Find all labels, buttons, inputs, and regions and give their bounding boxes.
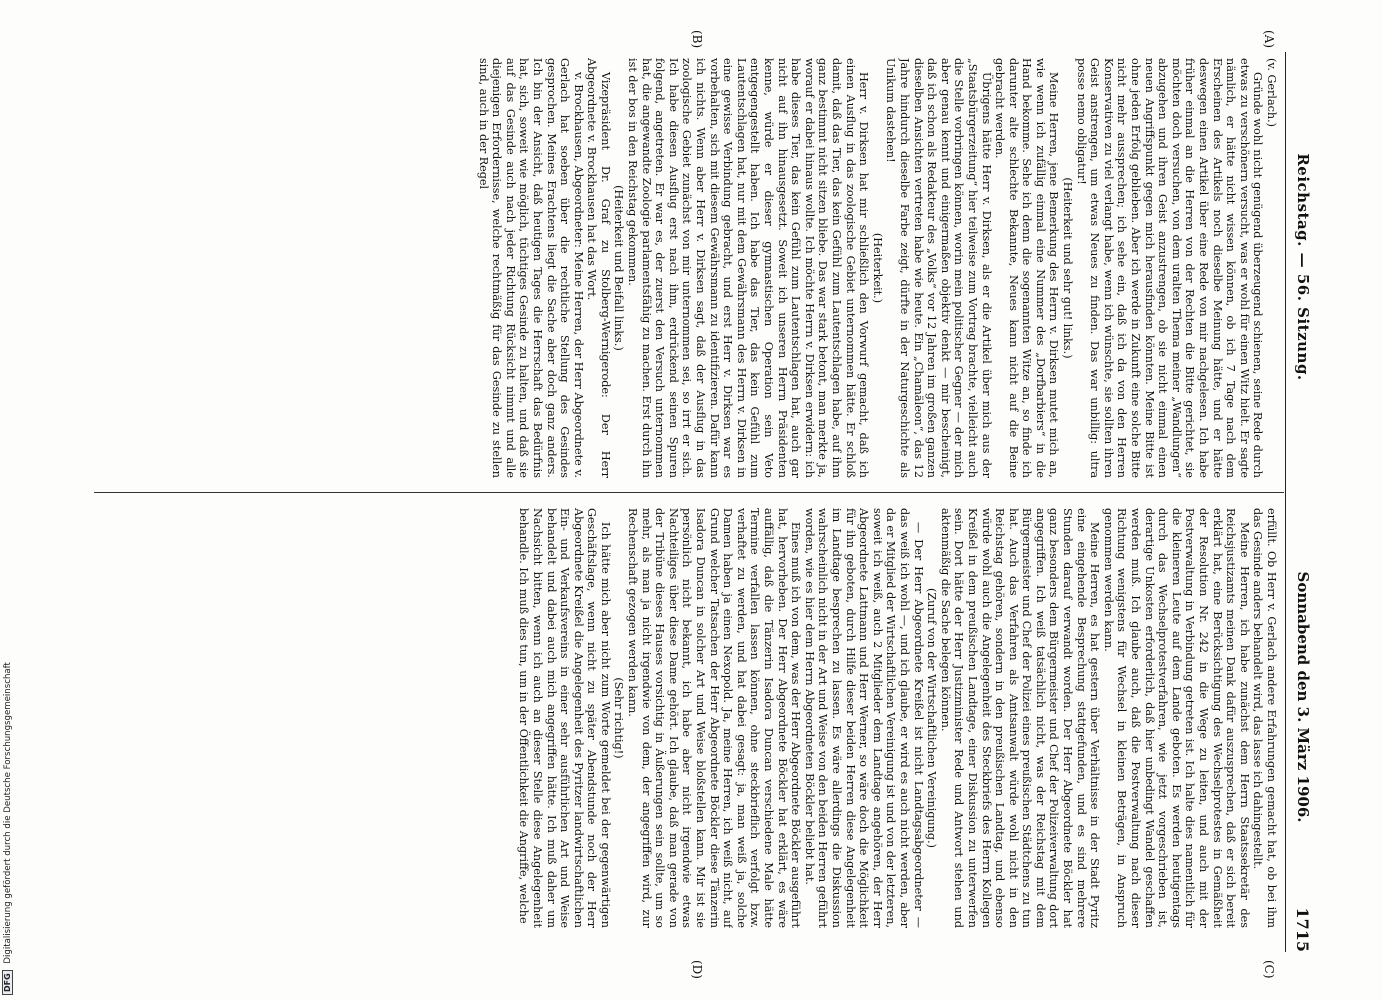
- margin-marker-c: (C): [1262, 960, 1276, 979]
- paragraph: erfüllt. Ob Herr v. Gerlach andere Erfahrungen gemacht hat, ob bei ihm das Gesinde anders behandelt wird, das lasse ich dahingestellt.: [1251, 508, 1278, 928]
- paragraph: Gründe wohl nicht genügend überzeugend schienen, seine Rede durch etwas zu verschönern versucht, was er wohl für einen Witz hielt. Er sagte nämlich, er hätte nicht wissen können, ob ich 7 Tage nach dem Erscheinen des Artikels noch dieselbe Meinung hätte, und er hätte deswegen einen Artikel über eine Rede von mir nachgelesen. Ich habe früher einmal an die Herren von der Rechten die Bitte gerichtet, sie möchten doch versuchen, von dem uralten Thema meiner „Wandlungen“ abzugehen und ihren Geist anzustrengen, ob sie nicht einmal einen neuen Angriffspunkt gegen mich herausfinden könnten. Meine Bitte ist ohne jeden Erfolg geblieben. Aber ich werde in Zukunft eine solche Bitte nicht mehr aussprechen; ich sehe ein, daß ich da von den Herren Konservativen zu viel verlangt habe, wenn ich wünschte, sie sollten ihren Geist anstrengen, um etwas Neues zu finden. Das war unbillig: ultra posse nemo obligatur!: [1074, 58, 1265, 478]
- dfg-logo-icon: DFG: [2, 970, 13, 995]
- header-left-title: Reichstag. — 56. Sitzung.: [1294, 153, 1312, 381]
- paragraph: Übrigens hätte Herr v. Dirksen, als er die Artikel über mich aus der „Staatsbürgerzeitung“ hier teilweise zum Vortrag brachte, vielleicht auch die Stelle vorbringen können, worin mein politischer Gegner — der mich aber genau kennt und einigermaßen objektiv denkt — mir bescheinigt, daß ich schon als Redakteur des „Volks“ vor 12 Jahren im großen ganzen dieselben Ansichten vertreten habe wie heute. Ein „Chamäleon“, das 12 Jahre hindurch dieselbe Farbe zeigt, dürfte in der Naturgeschichte als Unikum dastehen!: [884, 58, 993, 478]
- column-divider: [94, 492, 1284, 493]
- margin-marker-b: (B): [690, 30, 704, 49]
- digitization-credit: [2, 0, 13, 995]
- paragraph: — Der Herr Abgeordnete Kreißel ist nicht Landtagsabgeordneter — das weiß ich wohl —, und ich glaube, er wird es auch nicht werden, aber da er Mitglied der Wirtschaftlichen Vereinigung ist und von der letzteren, soweit ich weiß, auch 2 Mitglieder dem Landtage angehören, der Herr Abgeordnete Lattmann und Herr Werner, so wäre doch die Möglichkeit für ihn geboten, durch Hilfe dieser beiden Herren diese Angelegenheit im Landtage besprechen zu lassen. Es wäre allerdings die Diskussion wahrscheinlich nicht in der Art und Weise von den beiden Herren geführt worden, wie es hier dem Herrn Abgeordneten Böckler beliebt hat.: [802, 508, 925, 928]
- paragraph: Meine Herren, ich habe zunächst dem Herrn Staatssekretär des Reichsjustizamts meinen Dank dafür auszusprechen, daß er sich bereit erklärt hat, eine Berücksichtigung des Wechselprotestes in Gemäßheit der Resolution Nr. 242 in die Wege zu leiten, und auch mit der Postverwaltung in Verbindung getreten ist. Ich halte dies namentlich für die kleineren Leute auf dem Lande geboten. Es werden heutigentags durch das Wechselprotestverfahren, wie jetzt vorgeschrieben ist, derartige Unkosten erforderlich, daß hier unbedingt Wandel geschaffen werden muß. Ich glaube auch, daß die Postverwaltung nach dieser Richtung wenigstens für Wechsel in kleinen Beträgen, in Anspruch genommen werden kann.: [1101, 508, 1251, 928]
- interjection: (Sehr richtig!): [612, 677, 626, 759]
- interjection: (Heiterkeit und Beifall links.): [612, 185, 626, 351]
- paragraph: Eines muß ich von dem, was der Herr Abgeordnete Böckler ausgeführt hat, hervorheben. Der Herr Abgeordnete Böckler hat erklärt, es wäre auffällig, daß die Tänzerin Isadora Duncan verschiedene Male hätte Termine verfallen lassen können, ohne steckbrieflich verfolgt bzw. verhaftet zu werden, und hat dabei gesagt: ja, man weiß ja, solche Damen haben ja einen Nexopold. Ja, meine Herren, ich weiß nicht, auf Grund welcher Tatsachen der Herr Abgeordnete Böckler diese Tänzerin Isadora Duncan in solcher Art und Weise bloßstellen kann. Mir ist sie persönlich nicht bekannt, ich habe aber nicht irgendwie etwas Nachteiliges über diese Dame gehört. Ich glaube, daß man gerade von der Tribüne dieses Hauses vorsichtig in Äußerungen sein sollte, um so mehr, als man ja nicht irgendwie von dem, der angegriffen wird, zur Rechenschaft gezogen werden kann.: [626, 508, 803, 928]
- interjection: (Heiterkeit und sehr gut! links.): [1061, 177, 1075, 359]
- interjection: (Zuruf von der Wirtschaftlichen Vereinigung.): [925, 587, 939, 848]
- right-column: [93, 508, 1278, 928]
- page-number: 1715: [1293, 907, 1312, 952]
- rotated-page-content: [88, 30, 1318, 979]
- interjection: (Heiterkeit.): [870, 232, 884, 304]
- paragraph: Herr v. Dirksen hat mir schließlich den Vorwurf gemacht, daß ich einen Ausflug in das zoologische Gebiet unternommen hätte. Er schloß damit, daß das Tier, das kein Gefühl zum Lautentschlagen habe, auf ihm ganz bestimmt nicht sitzen bliebe. Das war stark betont, man merkte ja, worauf er dabei hinaus wollte. Ich möchte Herrn v. Dirksen erwidern: ich habe dieses Tier, das kein Gefühl zum Lautentschlagen hat, auch gar nicht auf ihn hinausgesetzt. Soweit ich unseren Herrn Präsidenten kenne, würde er dieser gymnastischen Operation sein Veto entgegengestellt haben. Ich habe das Tier, das kein Gefühl zum Lautentschlagen hat, nur mit dem Gewährsmann des Herrn v. Dirksen in eine gewisse Verbindung gebracht, und erst Herr v. Dirksen war es vorbehalten, sich mit diesem Gewährsmann zu identifizieren. Dafür kann ich nichts. Wenn aber Herr v. Dirksen sagt, daß der Ausflug in das zoologische Gebiet zunächst von mir unternommen sei, so irrt er sich. Ich habe diesen Ausflug erst nach ihm, erdrückend seinen Spuren folgend, angetreten. Er war es, der zuerst den Versuch unternommen hat, die angewandte Zoologie parlamentsfähig zu machen. Erst durch ihn ist der bos in den Reichstag gekommen.: [626, 58, 871, 478]
- page-header: [1285, 52, 1318, 952]
- paragraph: Vizepräsident Dr. Graf zu Stolberg-Wernigerode: Der Herr Abgeordnete v. Brockhausen hat das Wort.: [585, 58, 612, 478]
- margin-marker-d: (D): [690, 960, 704, 979]
- header-right-title: Sonnabend den 3. März 1906.: [1294, 571, 1312, 823]
- paragraph: (v. Gerlach.): [1265, 58, 1278, 128]
- left-column: [93, 58, 1278, 478]
- paragraph: v. Brockhausen, Abgeordneter: Meine Herren, der Herr Abgeordnete v. Gerlach hat soeben über die rechtliche Stellung des Gesindes gesprochen. Meines Erachtens liegt die Sache aber doch ganz anders. Ich bin der Ansicht, daß heutigen Tages die Herrschaft das Bedürfnis hat, sich, soweit wie möglich, tüchtiges Gesinde zu halten, und daß sie auf das Gesinde auch nach jeder Richtung Rücksicht nimmt und alle diejenigen Erfordernisse, welche rechtmäßig für das Gesinde zu stellen sind, auch in der Regel: [476, 58, 585, 478]
- paragraph: Meine Herren, jene Bemerkung des Herrn v. Dirksen mutet mich an, wie wenn ich zufällig einmal eine Nummer des „Dorfbarbiers“ in die Hand bekomme. Sehe ich denn die sogenannten Witze an, so finde ich darunter alte schlechte Bekannte, Neues kann nicht auf die Beine gebracht werden.: [993, 58, 1061, 478]
- margin-marker-a: (A): [1262, 30, 1276, 49]
- paragraph: Ich hätte mich aber nicht zum Worte gemeldet bei der gegenwärtigen Geschäftslage, wenn nicht zu später Abendstunde noch der Herr Abgeordnete Kreißel die Angelegenheit des Pyritzer landwirtschaftlichen Ein- und Verkaufsvereins in einer sehr ausführlichen Art und Weise behandelt und dabei auch mich angegriffen hätte. Ich muß daher um Nachsicht bitten, wenn ich auch an dieser Stelle diese Angelegenheit behandle. Ich muß dies tun, um in der Öffentlichkeit die Angriffe, welche: [517, 508, 612, 928]
- paragraph: Meine Herren, es hat gestern über Verhältnisse in der Stadt Pyritz eine eingehende Besprechung stattgefunden, und es sind mehrere Stunden darauf verwandt worden. Der Herr Abgeordnete Böckler hat ganz besonders dem Bürgermeister und Chef der Polizeiverwaltung dort angegriffen. Ich weiß tatsächlich nicht, was der Reichstag mit dem Bürgermeister und Chef der Polizei eines preußischen Städtchens zu tun hat. Auch das Verfahren als Amtsanwalt würde wohl nicht in den Reichstag gehören, sondern in den preußischen Landtag, und ebenso würde wohl auch die Angelegenheit des Steckbriefs des Herrn Kollegen Kreißel in dem preußischen Landtage, einer Diskussion zu unterwerfen sein. Dort hätte der Herr Justizminister Rede und Antwort stehen und aktenmäßig die Sache belegen können.: [938, 508, 1102, 928]
- credit-text: Digitalisierung gefördert durch die Deutsche Forschungsgemeinschaft: [3, 662, 13, 964]
